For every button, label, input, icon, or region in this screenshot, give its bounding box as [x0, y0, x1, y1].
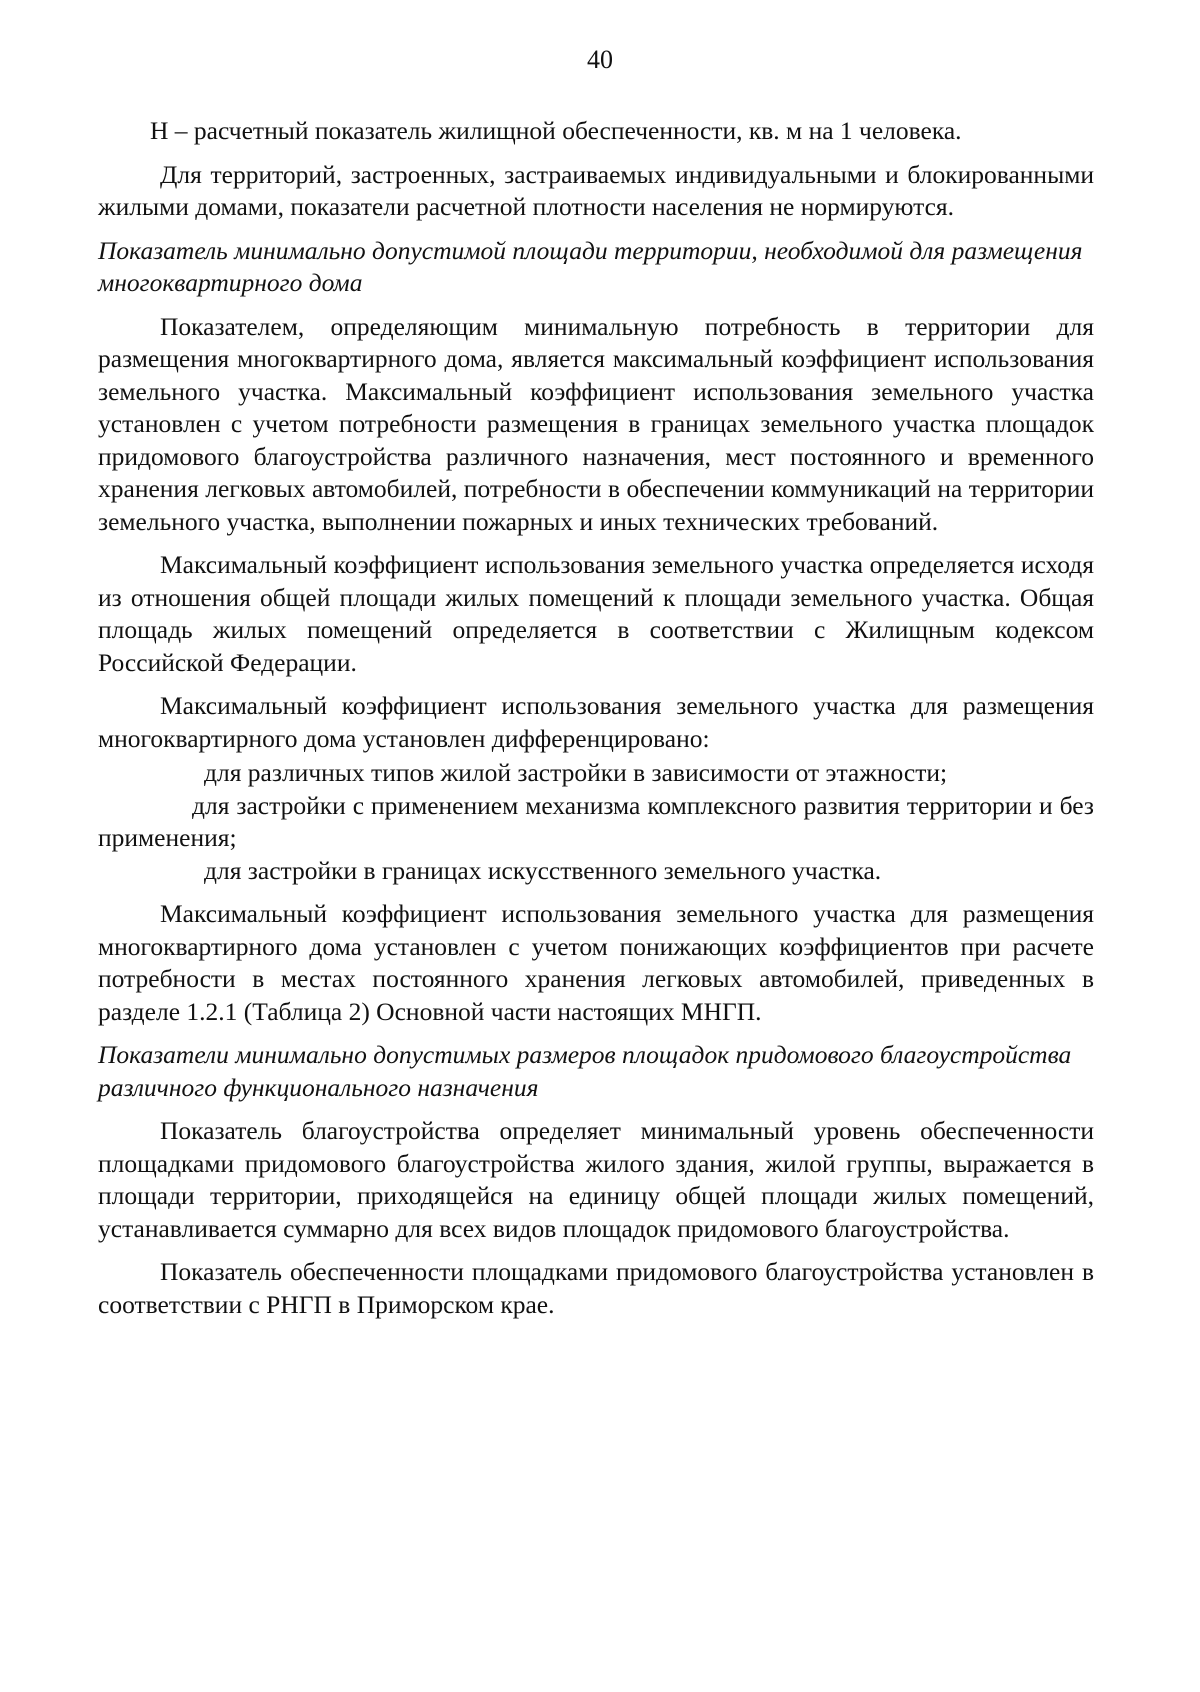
paragraph-h-definition: Н – расчетный показатель жилищной обеспеченности, кв. м на 1 человека.: [150, 116, 962, 145]
list-item-text: для различных типов жилой застройки в зависимости от этажности;: [204, 758, 948, 787]
page-number: 40: [587, 45, 613, 74]
section-heading-yard-areas: Показатели минимально допустимых размеров площадок придомового благоустройства различного функционального назначения: [98, 1040, 1072, 1102]
paragraph-land-use-coefficient: Показателем, определяющим минимальную потребность в территории для размещения многоквартирного дома, является максимальный коэффициент использования земельного участка. Максимальный коэффициент использования земельного участка установлен с учетом потребности размещения в границах земельного участка площадок придомового благоустройства различного назначения, мест постоянного и временного хранения легковых автомобилей, потребности в обеспечении коммуникаций на территории земельного участка, выполнении пожарных и иных технических требований.: [98, 311, 1094, 536]
paragraph-reduction-coefficients: Максимальный коэффициент использования земельного участка для размещения многоквартирного дома установлен с учетом понижающих коэффициентов при расчете потребности в местах постоянного хранения легковых автомобилей, приведенных в разделе 1.2.1 (Таблица 2) Основной части настоящих МНГП.: [98, 899, 1094, 1026]
paragraph-coefficient-definition: Максимальный коэффициент использования земельного участка определяется исходя из отношения общей площади жилых помещений к площади земельного участка. Общая площадь жилых помещений определяется в соответствии с Жилищным кодексом Российской Федерации.: [98, 550, 1094, 677]
paragraph-improvement-indicator: Показатель благоустройства определяет минимальный уровень обеспеченности площадками придомового благоустройства жилого здания, жилой группы, выражается в площади территории, приходящейся на единицу общей площади жилых помещений, устанавливается суммарно для всех видов площадок придомового благоустройства.: [98, 1116, 1094, 1243]
paragraph-density-note: Для территорий, застроенных, застраиваемых индивидуальными и блокированными жилыми домами, показатели расчетной плотности населения не нормируются.: [98, 159, 1094, 221]
document-body: [98, 115, 1094, 1332]
list-item: [98, 855, 1094, 888]
list-item: [98, 790, 1094, 855]
list-item: [98, 757, 1094, 790]
paragraph-differentiation-intro: Максимальный коэффициент использования земельного участка для размещения многоквартирного дома установлен дифференцировано:: [98, 691, 1094, 753]
list-item-text: для застройки в границах искусственного земельного участка.: [204, 855, 882, 885]
paragraph-rngp-reference: Показатель обеспеченности площадками придомового благоустройства установлен в соответствии с РНГП в Приморском крае.: [98, 1257, 1094, 1319]
list-item-text: для застройки с применением механизма комплексного развития территории и без применения;: [98, 790, 1094, 852]
section-heading-min-area: Показатель минимально допустимой площади территории, необходимой для размещения многоквартирного дома: [98, 235, 1083, 297]
